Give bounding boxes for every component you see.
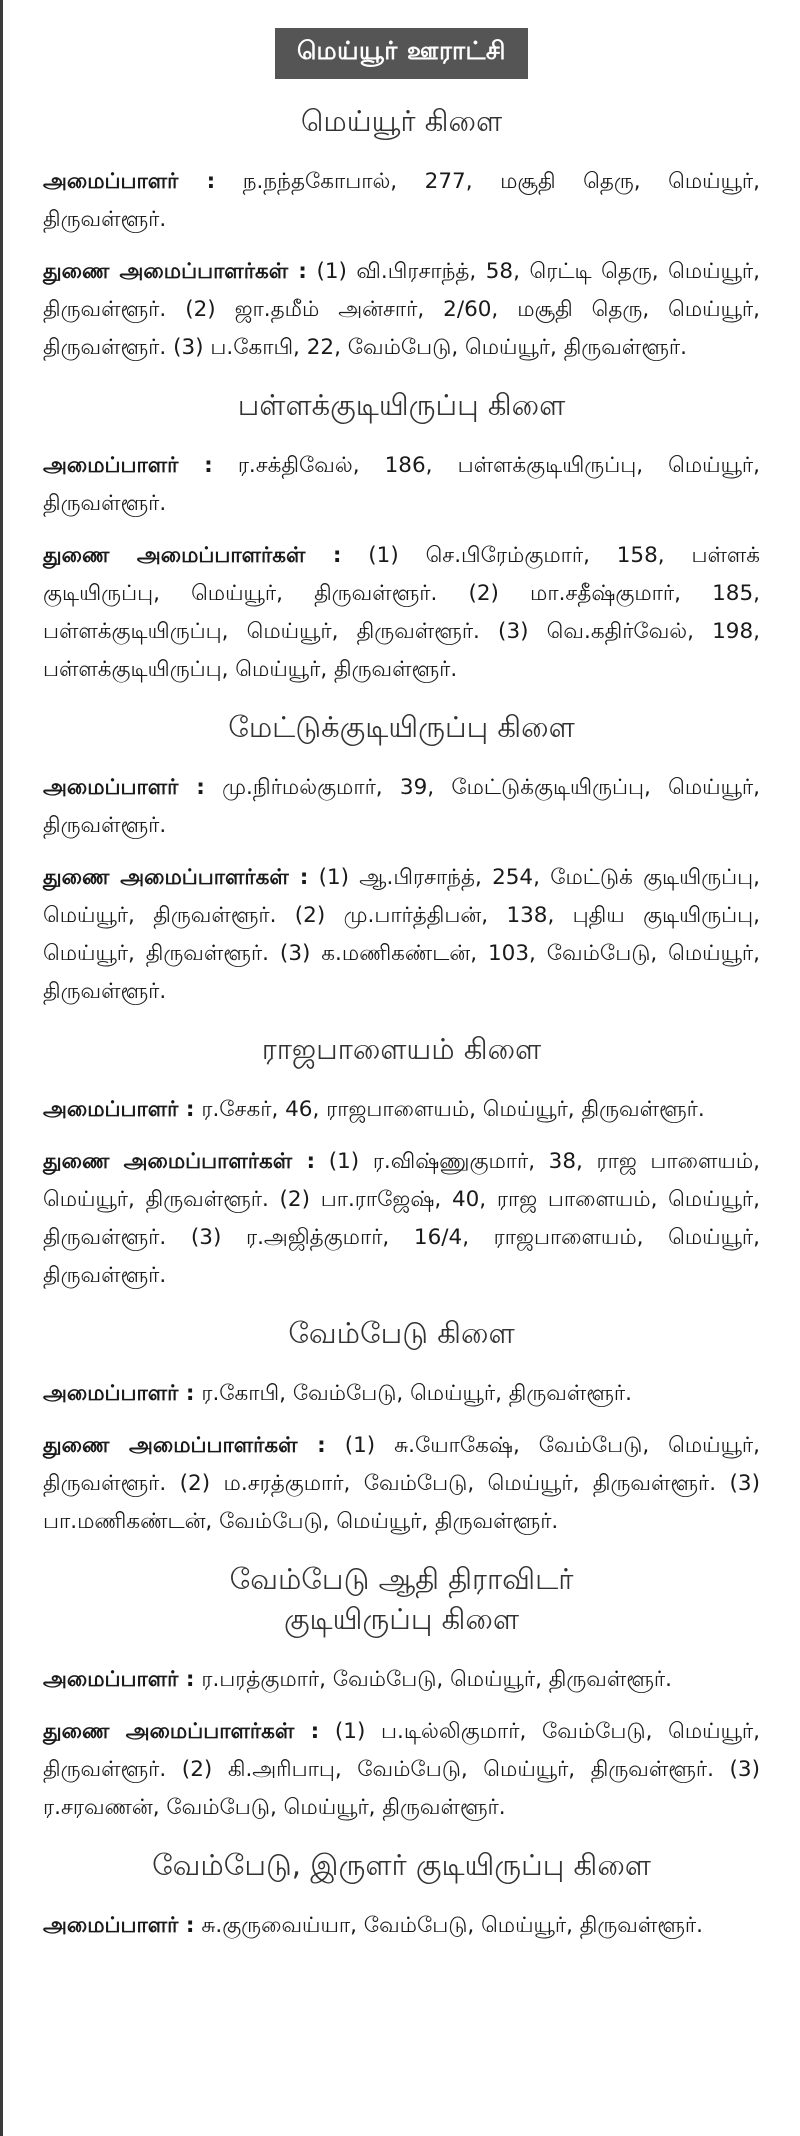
organizer-text: ர.பரத்குமார், வேம்பேடு, மெய்யூர், திருவள்ளூர்.: [201, 1667, 672, 1692]
deputies-entry: [43, 1143, 760, 1295]
deputies-label: துணை அமைப்பாளர்கள் :: [43, 1719, 320, 1744]
branch-section-mettukudiyiruppu: [43, 707, 760, 1011]
organizer-entry: [43, 1661, 760, 1699]
deputies-entry: [43, 859, 760, 1011]
branch-section-meyyur: [43, 101, 760, 367]
deputies-label: துணை அமைப்பாளர்கள் :: [43, 865, 309, 890]
organizer-entry: [43, 769, 760, 845]
organizer-text: மு.நிர்மல்குமார், 39, மேட்டுக்குடியிருப்பு, மெய்யூர், திருவள்ளூர்.: [43, 775, 760, 838]
branch-section-vembedu-irular: [43, 1845, 760, 1945]
section-title: மேட்டுக்குடியிருப்பு கிளை: [228, 710, 575, 744]
section-title: ராஜபாளையம் கிளை: [261, 1032, 542, 1066]
header: [43, 28, 760, 79]
section-title: மெய்யூர் கிளை: [300, 104, 503, 138]
organizer-entry: [43, 447, 760, 523]
section-title: [43, 1559, 760, 1639]
branch-section-rajapalayam: [43, 1029, 760, 1295]
organizer-label: அமைப்பாளர் :: [43, 453, 213, 478]
organizer-label: அமைப்பாளர் :: [43, 169, 216, 194]
page-title: மெய்யூர் ஊராட்சி: [275, 28, 528, 79]
organizer-entry: [43, 1375, 760, 1413]
deputies-entry: [43, 253, 760, 367]
deputies-label: துணை அமைப்பாளர்கள் :: [43, 1149, 316, 1174]
deputies-entry: [43, 537, 760, 689]
branch-section-vembedu-adi-dravidar: [43, 1559, 760, 1827]
section-title: வேம்பேடு, இருளர் குடியிருப்பு கிளை: [152, 1848, 651, 1882]
organizer-label: அமைப்பாளர் :: [43, 1381, 195, 1406]
organizer-text: ர.சக்திவேல், 186, பள்ளக்குடியிருப்பு, மெய்யூர், திருவள்ளூர்.: [43, 453, 760, 516]
organizer-label: அமைப்பாளர் :: [43, 775, 205, 800]
section-title: பள்ளக்குடியிருப்பு கிளை: [237, 388, 566, 422]
deputies-text: (1) ர.விஷ்ணுகுமார், 38, ராஜ பாளையம், மெய்யூர், திருவள்ளூர். (2) பா.ராஜேஷ், 40, ராஜ பாளையம், மெய்யூர், திருவள்ளூர். (3) ர.அஜித்குமார், 16/4, ராஜபாளையம், மெய்யூர், திருவள்ளூர்.: [43, 1149, 760, 1288]
deputies-label: துணை அமைப்பாளர்கள் :: [43, 1433, 326, 1458]
organizer-entry: [43, 1907, 760, 1945]
section-title-line-2: குடியிருப்பு கிளை: [283, 1602, 520, 1636]
deputies-entry: [43, 1713, 760, 1827]
section-title-line-1: வேம்பேடு ஆதி திராவிடர்: [229, 1562, 574, 1596]
deputies-text: (1) ஆ.பிரசாந்த், 254, மேட்டுக் குடியிருப்பு, மெய்யூர், திருவள்ளூர். (2) மு.பார்த்திபன், 138, புதிய குடியிருப்பு, மெய்யூர், திருவள்ளூர். (3) க.மணிகண்டன், 103, வேம்பேடு, மெய்யூர், திருவள்ளூர்.: [43, 865, 760, 1004]
organizer-entry: [43, 1091, 760, 1129]
branch-section-pallakudiyiruppu: [43, 385, 760, 689]
deputies-entry: [43, 1427, 760, 1541]
organizer-label: அமைப்பாளர் :: [43, 1667, 195, 1692]
deputies-text: (1) ப.டில்லிகுமார், வேம்பேடு, மெய்யூர், திருவள்ளூர். (2) கி.அரிபாபு, வேம்பேடு, மெய்யூர், திருவள்ளூர். (3) ர.சரவணன், வேம்பேடு, மெய்யூர், திருவள்ளூர்.: [43, 1719, 760, 1820]
organizer-text: ர.சேகர், 46, ராஜபாளையம், மெய்யூர், திருவள்ளூர்.: [201, 1097, 705, 1122]
organizer-entry: [43, 163, 760, 239]
branch-section-vembedu: [43, 1313, 760, 1541]
organizer-text: சு.குருவைய்யா, வேம்பேடு, மெய்யூர், திருவள்ளூர்.: [201, 1913, 703, 1938]
deputies-label: துணை அமைப்பாளர்கள் :: [43, 259, 307, 284]
deputies-text: (1) வி.பிரசாந்த், 58, ரெட்டி தெரு, மெய்யூர், திருவள்ளூர். (2) ஜா.தமீம் அன்சார், 2/60, மசூதி தெரு, மெய்யூர், திருவள்ளூர். (3) ப.கோபி, 22, வேம்பேடு, மெய்யூர், திருவள்ளூர்.: [43, 259, 760, 360]
organizer-text: ர.கோபி, வேம்பேடு, மெய்யூர், திருவள்ளூர்.: [201, 1381, 632, 1406]
organizer-label: அமைப்பாளர் :: [43, 1913, 195, 1938]
section-title: வேம்பேடு கிளை: [288, 1316, 515, 1350]
deputies-text: (1) சு.யோகேஷ், வேம்பேடு, மெய்யூர், திருவள்ளூர். (2) ம.சரத்குமார், வேம்பேடு, மெய்யூர், திருவள்ளூர். (3) பா.மணிகண்டன், வேம்பேடு, மெய்யூர், திருவள்ளூர்.: [43, 1433, 760, 1534]
deputies-text: (1) செ.பிரேம்குமார், 158, பள்ளக் குடியிருப்பு, மெய்யூர், திருவள்ளூர். (2) மா.சதீஷ்குமார், 185, பள்ளக்குடியிருப்பு, மெய்யூர், திருவள்ளூர். (3) வெ.கதிர்வேல், 198, பள்ளக்குடியிருப்பு, மெய்யூர், திருவள்ளூர்.: [43, 543, 760, 682]
organizer-text: ந.நந்தகோபால், 277, மசூதி தெரு, மெய்யூர், திருவள்ளூர்.: [43, 169, 760, 232]
organizer-label: அமைப்பாளர் :: [43, 1097, 195, 1122]
deputies-label: துணை அமைப்பாளர்கள் :: [43, 543, 342, 568]
